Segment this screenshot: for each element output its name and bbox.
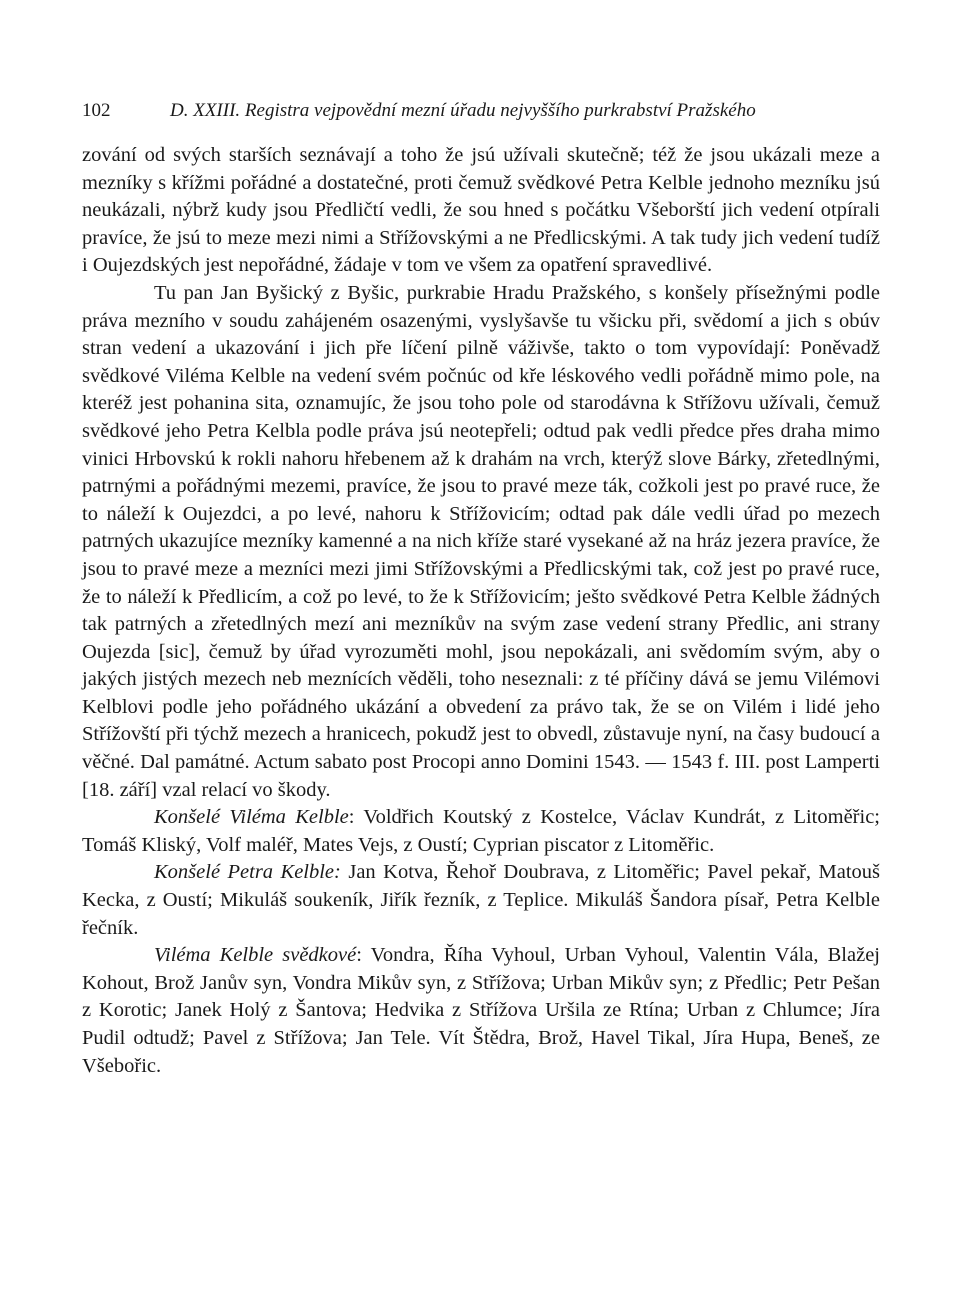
running-title: D. XXIII. Registra vejpovědní mezní úřadu nejvyššího purkrabství Pražského — [170, 100, 756, 121]
section-heading: Konšelé Viléma Kelble — [154, 806, 349, 829]
paragraph-konsele-petra — [82, 859, 880, 942]
paragraph-continuation — [82, 142, 880, 280]
section-heading: Viléma Kelble svědkové — [154, 944, 357, 967]
running-header — [82, 100, 882, 122]
paragraph-svedkove-vilema — [82, 942, 880, 1080]
paragraph-text: Jan Kotva, Řehoř Doubrava, z Litoměřic; Pavel pekař, Matouš Kecka, z Oustí; Mikuláš soukeník, Jiřík řezník, z Teplice. Mikuláš Šandora písař, Petra Kelble řečník. — [82, 861, 881, 939]
paragraph-text: : Voldřich Koutský z Kostelce, Václav Kundrát, z Litoměřic; Tomáš Kliský, Volf maléř, Mates Vejs, z Oustí; Cyprian piscator z Litoměřic. — [82, 806, 880, 856]
paragraph-text: : Vondra, Říha Vyhoul, Urban Vyhoul, Valentin Vála, Blažej Kohout, Brož Janův syn, Vondra Mikův syn, z Střížova; Urban Mikův syn; z Předlic; Petr Pešan z Korotic; Janek Holý z Šantova; Hedvika z Střížova Uršila ze Rtína; Urban z Chlumce; Jíra Pudil odtudž; Pavel z Střížova; Jan Tele. Vít Štědra, Brož, Havel Tikal, Jíra Hupa, Beneš, ze Všebořic. — [82, 944, 880, 1077]
page-number: 102 — [82, 100, 111, 121]
section-heading: Konšelé Petra Kelble: — [154, 861, 341, 884]
paragraph-text: Tu pan Jan Byšický z Byšic, purkrabie Hradu Pražského, s konšely přísežnými podle práva mezního v soudu zahájeném osazenými, vyslyšavše tu všicku při, svědomí a jich s obúv stran vedení a ukazování i jich pře líčení pilně váživše, takto o tom vypovídají: Poněvadž svědkové Viléma Kelble na vedení svém počnúc od kře léskového vedli pořádně mimo pole, na kteréž jest pohanina sita, oznamujíc, že jsou toho pole od starodávna k Střížovu užívali, čemuž svědkové jeho Petra Kelbla podle práva jsú neotepřeli; odtud pak vedli předce přes draha mimo vinici Hrbovskú k rokli nahoru hřebenem až k drahám na vrch, kterýž slove Bárky, zřetedlnými, patrnými a pořádnými mezemi, pravíce, že jsou to pravé meze ták, cožkoli jest po pravé ruce, že to náleží k Oujezdci, a po levé, nahoru k Střížovicím; odtad pak dále vedli úřad po mezech patrných ukazujíce mezníky kamenné a na nich kříže staré vysekané až na hráz jezera pravíce, že jsou to pravé meze a mezníci mezi jimi Střížovskými a Předlicskými tak, což jest po pravé ruce, že to náleží k Předlicím, a což po levé, to že k Střížovicím; ješto svědkové Petra Kelble žádných tak patrných a zřetedlných mezí ani mezníkův na svým zase vedení strany Předlic, ani strany Oujezda [sic], čemuž by úřad vyrozuměti mohl, jsou nepokázali, ani svědomím svým, aby o jakých jistých mezech neb meznících věděli, toho neseznali: z té příčiny dává se jemu Vilémovi Kelblovi podle jeho pořádného ukázání a obvedení za právo tak, že se on Vilém i lidé jeho Střížovští při týchž mezech a hranicech, pokudž jest to obvedl, zůstavuje nyní, na časy budoucí a věčné. Dal památné. Actum sabato post Procopi anno Domini 1543. — 1543 f. III. post Lamperti [18. září] vzal relací vo škody. — [82, 281, 880, 801]
paragraph-konsele-vilema — [82, 804, 880, 859]
body-text — [82, 142, 880, 1080]
paragraph-verdict — [82, 280, 880, 804]
paragraph-text: zování od svých starších seznávají a toho že jsú užívali skutečně; též že jsou ukázali meze a mezníky s křížmi pořádné a dostatečné, proti čemuž svědkové Petra Kelble jednoho mezníku jsú neukázali, nýbrž kudy jsou Předličtí vedli, že sou hned s počátku Všeborští jich vedení otpírali pravíce, že jsú to meze mezi nimi a Střížovskými a ne Předlicskými. A tak tudy jich vedení tudíž i Oujezdských jest nepořádné, žádaje v tom ve všem za opatření spravedlivé. — [82, 144, 880, 277]
